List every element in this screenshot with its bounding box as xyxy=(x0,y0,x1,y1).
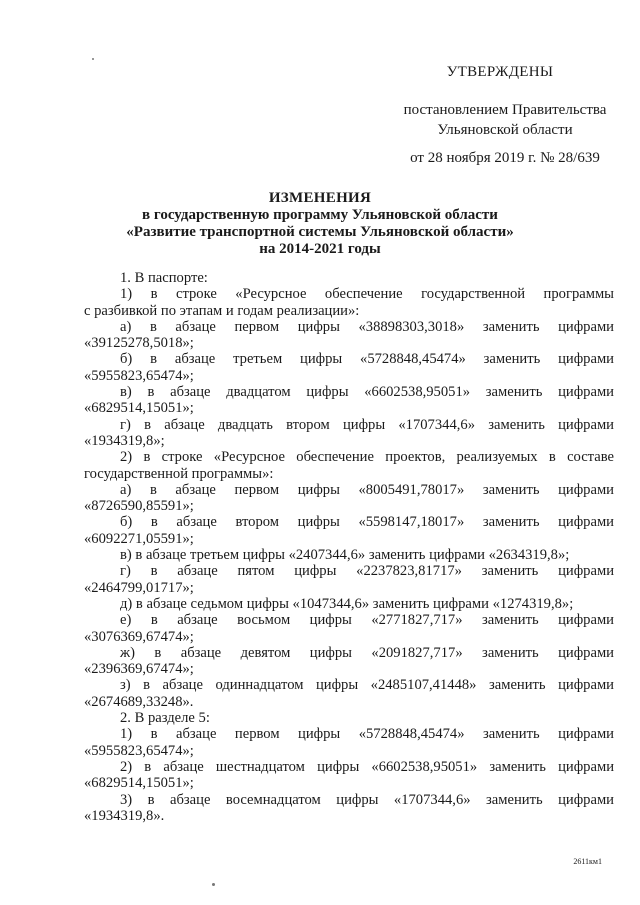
paragraph: е) в абзаце восьмом цифры «2771827,717» заменить цифрами xyxy=(120,612,614,629)
paragraph-continuation: с разбивкой по этапам и годам реализации»: xyxy=(84,302,360,319)
scan-speck xyxy=(92,58,94,60)
paragraph: ж) в абзаце девятом цифры «2091827,717» заменить цифрами xyxy=(120,644,614,661)
decree-issuer-line-1: постановлением Правительства xyxy=(403,102,607,118)
title-line-3: «Развитие транспортной системы Ульяновской области» xyxy=(126,224,514,240)
paragraph-continuation: «2464799,01717»; xyxy=(84,579,194,596)
paragraph-continuation: «1934319,8». xyxy=(84,807,165,824)
scan-speck xyxy=(212,883,215,886)
paragraph: а) в абзаце первом цифры «8005491,78017» заменить цифрами xyxy=(120,481,614,498)
decree-issuer xyxy=(380,100,630,140)
paragraph-continuation: «1934319,8»; xyxy=(84,432,165,449)
decree-issuer-line-2: Ульяновской области xyxy=(437,122,573,138)
paragraph: 2) в строке «Ресурсное обеспечение проектов, реализуемых в составе xyxy=(120,449,614,466)
paragraph-continuation: «6829514,15051»; xyxy=(84,400,194,417)
title-line-2: в государственную программу Ульяновской области xyxy=(142,207,498,223)
paragraph-continuation: «3076369,67474»; xyxy=(84,628,194,645)
paragraph-continuation: «2396369,67474»; xyxy=(84,661,194,678)
document-title xyxy=(100,190,540,258)
paragraph: г) в абзаце пятом цифры «2237823,81717» заменить цифрами xyxy=(120,563,614,580)
section-heading-1: 1. В паспорте: xyxy=(120,270,208,286)
paragraph: в) в абзаце двадцатом цифры «6602538,95051» заменить цифрами xyxy=(120,384,614,401)
paragraph: б) в абзаце третьем цифры «5728848,45474» заменить цифрами xyxy=(120,351,614,368)
paragraph: в) в абзаце третьем цифры «2407344,6» заменить цифрами «2634319,8»; xyxy=(120,547,570,564)
paragraph-continuation: «5955823,65474»; xyxy=(84,742,194,759)
paragraph-continuation: «8726590,85591»; xyxy=(84,498,194,515)
paragraph: д) в абзаце седьмом цифры «1047344,6» заменить цифрами «1274319,8»; xyxy=(120,595,574,612)
document-body xyxy=(84,270,614,824)
paragraph-continuation: «39125278,5018»; xyxy=(84,335,194,352)
title-line-4: на 2014-2021 годы xyxy=(259,241,381,257)
paragraph-continuation: «5955823,65474»; xyxy=(84,367,194,384)
paragraph-continuation: государственной программы»: xyxy=(84,465,274,482)
paragraph: г) в абзаце двадцать втором цифры «1707344,6» заменить цифрами xyxy=(120,416,614,433)
paragraph: 1) в строке «Ресурсное обеспечение государственной программы xyxy=(120,286,614,303)
decree-date: от 28 ноября 2019 г. № 28/639 xyxy=(410,150,600,166)
document-code: 2611км1 xyxy=(573,857,602,866)
paragraph-continuation: «6092271,05591»; xyxy=(84,530,194,547)
paragraph: 3) в абзаце восемнадцатом цифры «1707344,6» заменить цифрами xyxy=(120,791,614,808)
paragraph: 2) в абзаце шестнадцатом цифры «6602538,95051» заменить цифрами xyxy=(120,758,614,775)
paragraph-continuation: «2674689,33248». xyxy=(84,693,194,710)
paragraph-continuation: «6829514,15051»; xyxy=(84,775,194,792)
approval-stamp-label: УТВЕРЖДЕНЫ xyxy=(446,64,554,80)
paragraph: з) в абзаце одиннадцатом цифры «2485107,41448» заменить цифрами xyxy=(120,677,614,694)
paragraph: 1) в абзаце первом цифры «5728848,45474» заменить цифрами xyxy=(120,726,614,743)
section-heading-2: 2. В разделе 5: xyxy=(120,710,210,727)
title-heading: ИЗМЕНЕНИЯ xyxy=(268,190,372,206)
paragraph: б) в абзаце втором цифры «5598147,18017» заменить цифрами xyxy=(120,514,614,531)
paragraph: а) в абзаце первом цифры «38898303,3018» заменить цифрами xyxy=(120,318,614,335)
